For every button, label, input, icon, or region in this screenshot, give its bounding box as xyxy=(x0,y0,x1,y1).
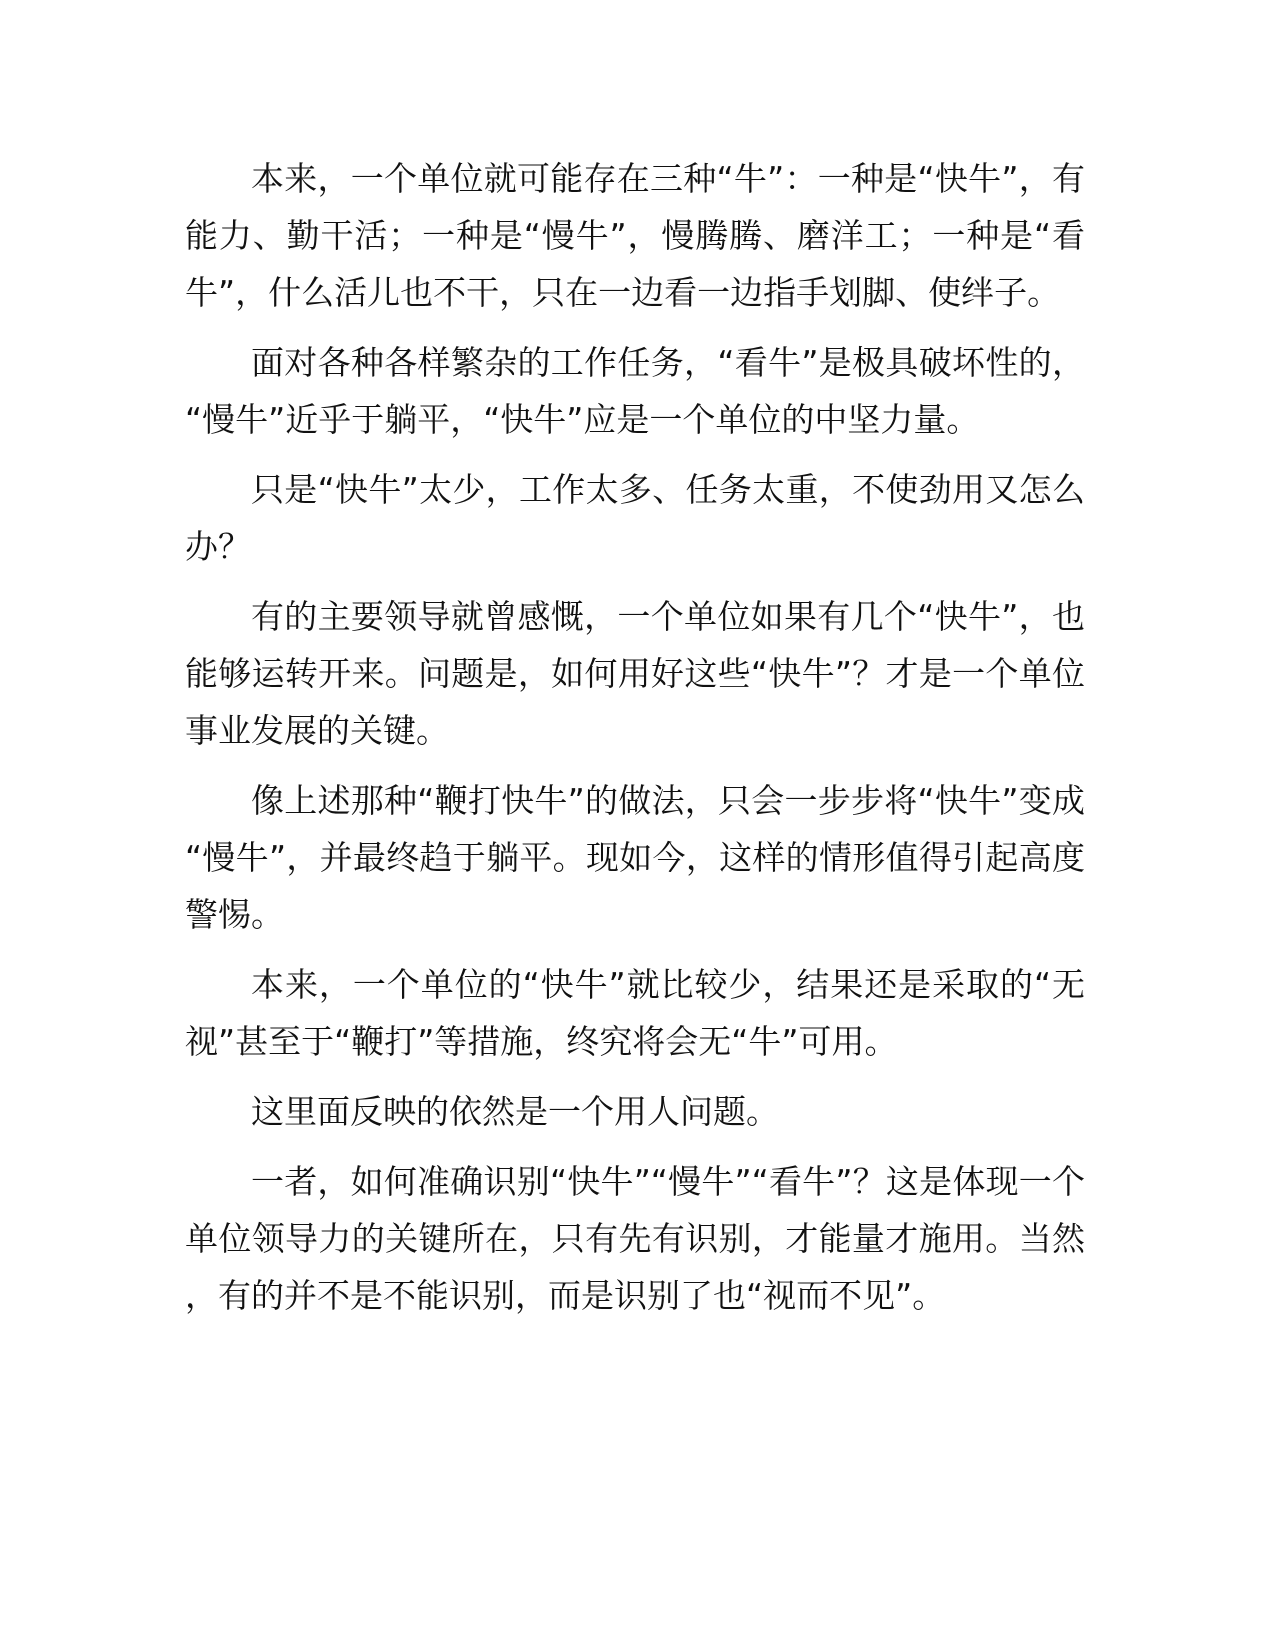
paragraph-7: 这里面反映的依然是一个用人问题。 xyxy=(251,1092,779,1131)
paragraph-6: 本来，一个单位的“快牛”就比较少，结果还是采取的“无视”甚至于“鞭打”等措施，终究将会无“牛”可用。 xyxy=(185,965,1085,1061)
paragraph-1: 本来，一个单位就可能存在三种“牛”：一种是“快牛”，有能力、勤干活；一种是“慢牛”，慢腾腾、磨洋工；一种是“看牛”，什么活儿也不干，只在一边看一边指手划脚、使绊子。 xyxy=(185,159,1085,312)
paragraph-3: 只是“快牛”太少，工作太多、任务太重，不使劲用又怎么办？ xyxy=(185,470,1085,566)
document-body xyxy=(185,150,1085,1337)
paragraph-5: 像上述那种“鞭打快牛”的做法，只会一步步将“快牛”变成“慢牛”，并最终趋于躺平。现如今，这样的情形值得引起高度警惕。 xyxy=(185,781,1085,934)
paragraph-4: 有的主要领导就曾感慨，一个单位如果有几个“快牛”，也能够运转开来。问题是，如何用好这些“快牛”？才是一个单位事业发展的关键。 xyxy=(185,597,1085,750)
paragraph-2: 面对各种各样繁杂的工作任务，“看牛”是极具破坏性的，“慢牛”近乎于躺平，“快牛”应是一个单位的中坚力量。 xyxy=(185,343,1085,439)
paragraph-8: 一者，如何准确识别“快牛”“慢牛”“看牛”？这是体现一个单位领导力的关键所在，只有先有识别，才能量才施用。当然，有的并不是不能识别，而是识别了也“视而不见”。 xyxy=(185,1162,1085,1315)
